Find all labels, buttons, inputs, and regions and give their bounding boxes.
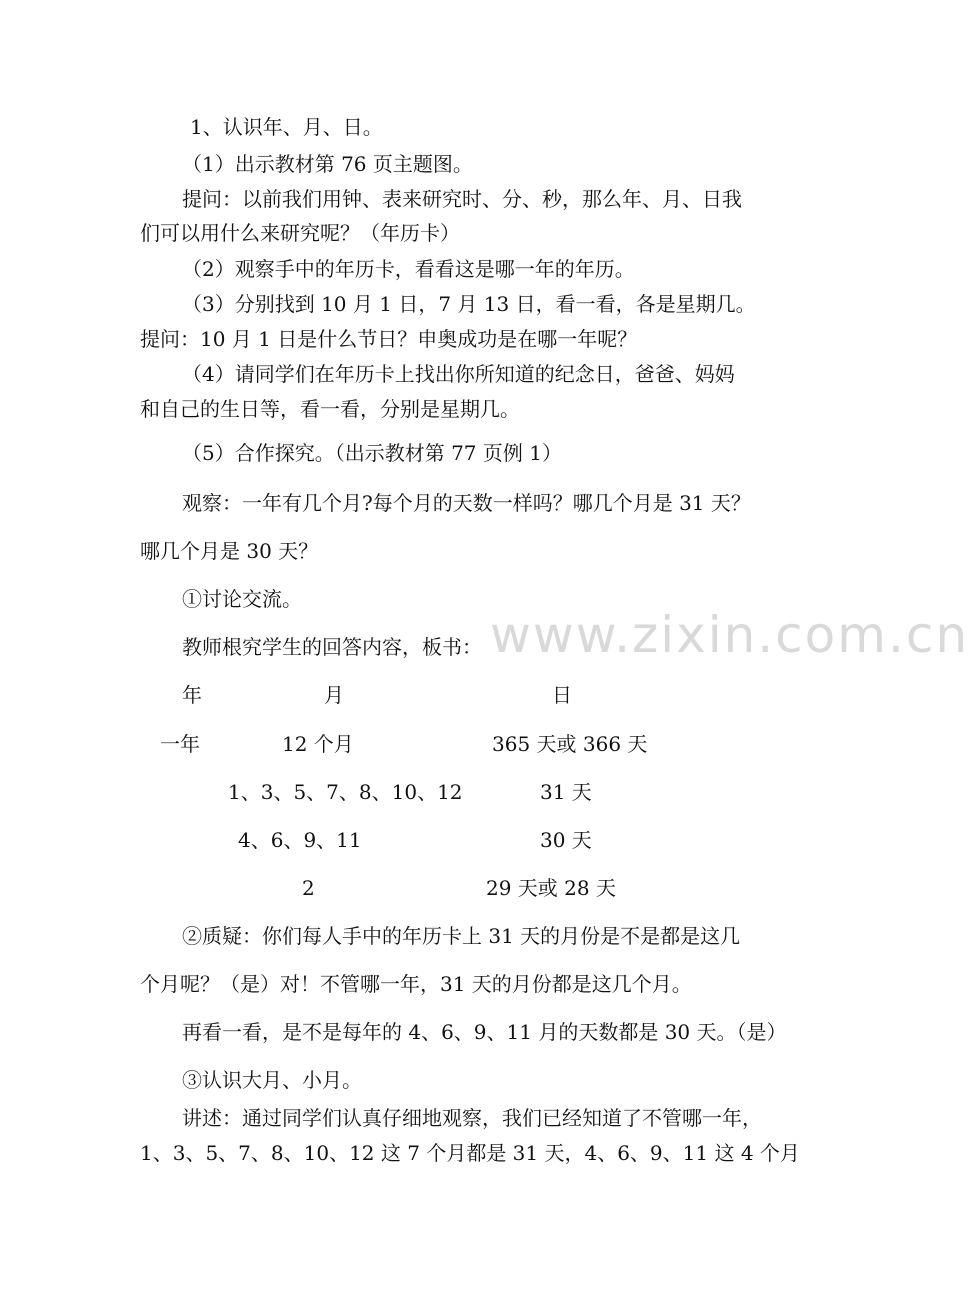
- text-line: （1）出示教材第 76 页主题图。: [182, 152, 473, 176]
- board-header: 月: [324, 683, 344, 707]
- board-cell: 2: [302, 876, 315, 900]
- text-line: 教师根究学生的回答内容，板书：: [182, 635, 482, 659]
- board-cell: 31 天: [540, 780, 592, 804]
- text-line: ①讨论交流。: [182, 587, 302, 611]
- text-line: 们可以用什么来研究呢？（年历卡）: [140, 221, 460, 245]
- text-line: 提问：10 月 1 日是什么节日？申奥成功是在哪一年呢？: [140, 327, 638, 351]
- board-cell: 29 天或 28 天: [486, 876, 616, 900]
- text-line: 讲述：通过同学们认真仔细地观察，我们已经知道了不管哪一年，: [182, 1106, 762, 1130]
- board-header: 日: [552, 683, 572, 707]
- board-cell: 一年: [160, 732, 200, 756]
- text-line: ②质疑：你们每人手中的年历卡上 31 天的月份是不是都是这几: [182, 924, 741, 948]
- board-cell: 30 天: [540, 828, 592, 852]
- text-line: 哪几个月是 30 天？: [140, 539, 319, 563]
- board-cell: 1、3、5、7、8、10、12: [228, 780, 463, 804]
- text-line: 1、3、5、7、8、10、12 这 7 个月都是 31 天，4、6、9、11 这 4 个月: [140, 1141, 800, 1165]
- text-line: 观察：一年有几个月?每个月的天数一样吗？哪几个月是 31 天？: [182, 491, 751, 515]
- text-line: ③认识大月、小月。: [182, 1068, 362, 1092]
- text-line: 1、认识年、月、日。: [190, 115, 383, 139]
- text-line: （4）请同学们在年历卡上找出你所知道的纪念日，爸爸、妈妈: [182, 362, 735, 386]
- text-line: 提问：以前我们用钟、表来研究时、分、秒，那么年、月、日我: [182, 187, 742, 211]
- board-header: 年: [182, 683, 202, 707]
- text-line: 再看一看，是不是每年的 4、6、9、11 月的天数都是 30 天。（是）: [182, 1020, 787, 1044]
- watermark: www.zixin.com.cn: [490, 606, 969, 664]
- board-cell: 365 天或 366 天: [492, 732, 648, 756]
- text-line: （2）观察手中的年历卡，看看这是哪一年的年历。: [182, 257, 635, 281]
- text-line: （5）合作探究。（出示教材第 77 页例 1）: [182, 441, 562, 465]
- text-line: 和自己的生日等，看一看，分别是星期几。: [140, 397, 520, 421]
- board-cell: 4、6、9、11: [238, 828, 362, 852]
- board-cell: 12 个月: [282, 732, 354, 756]
- text-line: 个月呢？（是）对！不管哪一年，31 天的月份都是这几个月。: [140, 972, 692, 996]
- text-line: （3）分别找到 10 月 1 日，7 月 13 日，看一看，各是星期几。: [182, 292, 756, 316]
